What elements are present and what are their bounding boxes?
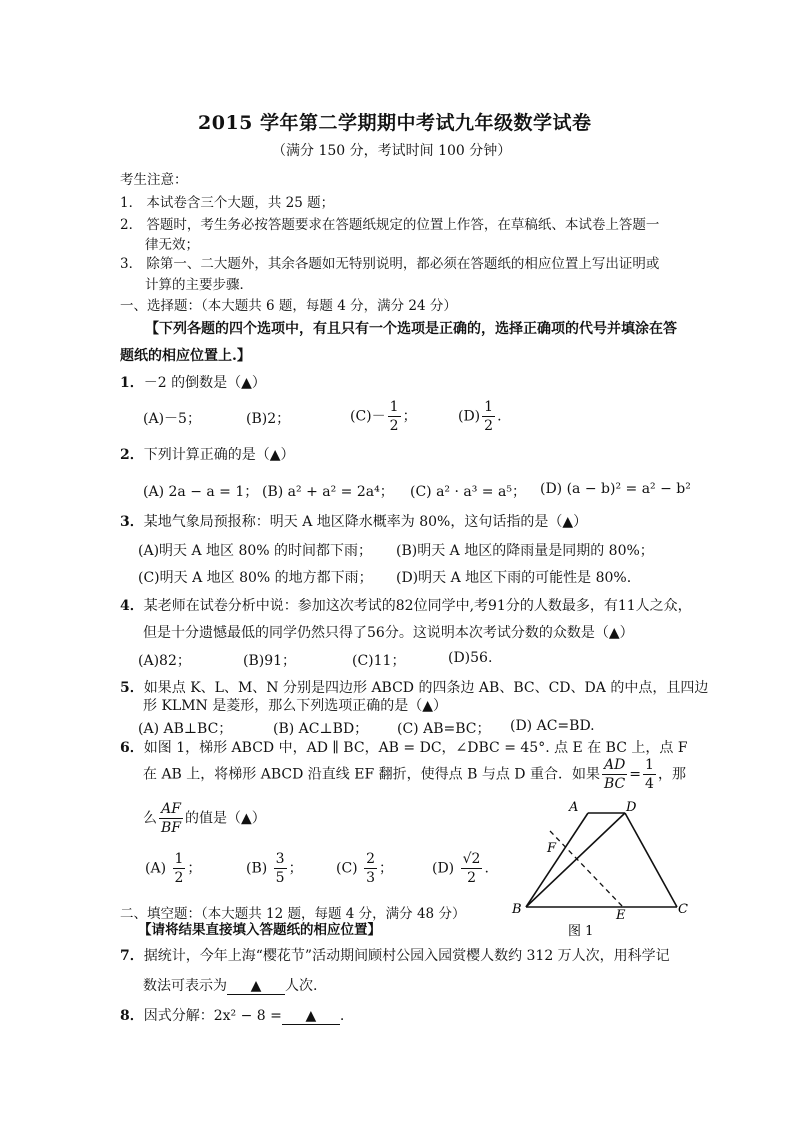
q6-d-end: . — [484, 860, 489, 877]
segment-dc — [625, 813, 677, 907]
notice-item-1: 1． 本试卷含三个大题，共 25 题； — [120, 195, 335, 211]
q6-line-1 — [120, 737, 688, 757]
label-d: D — [626, 800, 637, 815]
q6-c-fraction — [364, 850, 377, 887]
q3-option-c: (C)明天 A 地区 80% 的地方都下雨； — [138, 570, 373, 586]
q6-option-d — [432, 850, 489, 887]
label-a: A — [569, 800, 579, 815]
q6-equals: = — [629, 766, 642, 783]
q6-d-numerator: √2 — [462, 851, 481, 867]
q8-text: 因式分解：2x² − 8 = — [143, 1008, 282, 1024]
q6-c-sep: ； — [379, 860, 394, 877]
q3-stem — [120, 511, 587, 531]
page-title: 2015 学年第二学期期中考试九年级数学试卷 — [198, 112, 592, 134]
q6-b-prefix: (B) — [246, 860, 268, 877]
q6-text-1: 如图 1，梯形 ABCD 中，AD ∥ BC，AB = DC，∠DBC = 45°. 点 E 在 BC 上，点 F — [143, 740, 688, 756]
q7-line-2 — [143, 975, 317, 995]
q2-option-d: (D) (a − b)² = a² − b² — [540, 481, 691, 497]
q3-option-d: (D)明天 A 地区下雨的可能性是 80%. — [396, 570, 632, 586]
q5-option-c: (C) AB=BC； — [397, 721, 491, 737]
q6-value-fraction — [643, 756, 656, 793]
q6-b-denominator: 5 — [275, 870, 285, 886]
q6-c-numerator: 2 — [366, 851, 376, 867]
q2-option-b: (B) a² + a² = 2a⁴； — [262, 484, 394, 500]
q1-d-numerator: 1 — [484, 399, 494, 415]
q1-d-prefix: (D) — [458, 408, 481, 425]
q2-option-c: (C) a² · a³ = a⁵； — [410, 484, 526, 500]
q1-c-denominator: 2 — [389, 418, 399, 434]
q6-line2-tail: ，那 — [657, 766, 686, 783]
q5-line-2: 形 KLMN 是菱形，那么下列选项正确的是（▲） — [143, 698, 448, 714]
q6-ratio-numerator: AD — [603, 757, 626, 773]
q1-c-suffix: ； — [402, 408, 417, 425]
q1-option-b: (B)2； — [246, 411, 291, 427]
q7-answer-blank: ▲ — [227, 978, 285, 995]
section2-instruction: 【请将结果直接填入答题纸的相应位置】 — [138, 922, 381, 938]
q7-number: 7． — [120, 948, 144, 964]
q6-c-prefix: (C) — [336, 860, 358, 877]
q1-c-fraction — [388, 398, 401, 435]
q1-d-suffix: . — [497, 408, 502, 425]
q6-a-fraction — [173, 850, 186, 887]
q6-af-numerator: AF — [159, 800, 183, 819]
fold-line-ef — [550, 831, 623, 907]
q1-stem — [120, 372, 266, 392]
section2-heading: 二、填空题：（本大题共 12 题，每题 4 分，满分 48 分） — [120, 906, 466, 922]
q4-option-c: (C)11； — [352, 653, 406, 669]
label-c: C — [678, 902, 688, 917]
q3-option-a: (A)明天 A 地区 80% 的时间都下雨； — [138, 543, 373, 559]
q6-a-sep: ； — [187, 860, 202, 877]
q6-b-numerator: 3 — [275, 851, 285, 867]
page-subtitle: （满分 150 分，考试时间 100 分钟） — [272, 143, 512, 159]
q4-option-b: (B)91； — [243, 653, 297, 669]
q3-text: 某地气象局预报称：明天 A 地区降水概率为 80%，这句话指的是（▲） — [143, 514, 588, 530]
q5-option-a: (A) AB⊥BC； — [138, 721, 233, 737]
q7-text-2: 数法可表示为 — [143, 978, 227, 994]
section1-instruction-1: 【下列各题的四个选项中，有且只有一个选项是正确的，选择正确项的代号并填涂在答 — [145, 321, 677, 337]
q6-ratio-denominator: BC — [603, 776, 626, 792]
q6-a-denominator: 2 — [174, 870, 184, 886]
notice-item-2-cont: 律无效； — [145, 237, 199, 253]
q6-bf-denominator: BF — [161, 820, 182, 836]
q4-option-d: (D)56. — [448, 650, 493, 666]
q5-option-d: (D) AC=BD. — [510, 718, 595, 734]
q6-line-3 — [143, 800, 266, 837]
q6-a-numerator: 1 — [174, 851, 184, 867]
figure-caption: 图 1 — [568, 924, 594, 939]
q7-line-1 — [120, 945, 670, 965]
q1-d-fraction — [482, 398, 495, 435]
segment-bd — [526, 813, 625, 907]
q7-text-3: 人次. — [285, 978, 318, 994]
q6-value-denominator: 4 — [645, 776, 654, 792]
q8-number: 8． — [120, 1008, 144, 1024]
q6-line3-tail: 的值是（▲） — [185, 810, 266, 827]
q5-text-1: 如果点 K、L、M、N 分别是四边形 ABCD 的四条边 AB、BC、CD、DA 的中点，且四边 — [143, 680, 709, 696]
q6-d-prefix: (D) — [432, 860, 455, 877]
q6-option-c — [336, 850, 393, 887]
q6-b-fraction — [274, 850, 287, 887]
notice-item-3: 3． 除第一、二大题外，其余各题如无特别说明，都必须在答题纸的相应位置上写出证明或 — [120, 256, 660, 272]
q3-number: 3． — [120, 514, 144, 530]
q4-option-a: (A)82； — [138, 653, 191, 669]
q1-option-d — [458, 398, 502, 435]
notice-heading: 考生注意： — [120, 172, 188, 188]
q6-a-prefix: (A) — [145, 860, 167, 877]
q6-b-sep: ； — [288, 860, 303, 877]
q1-text: －2 的倒数是（▲） — [143, 375, 266, 391]
q4-number: 4． — [120, 598, 144, 614]
q4-text-1: 某老师在试卷分析中说：参加这次考试的82位同学中,考91分的人数最多，有11人之众， — [143, 598, 692, 614]
q6-d-fraction — [461, 850, 483, 887]
q4-line-1 — [120, 595, 692, 615]
q2-option-a: (A) 2a − a = 1； — [143, 484, 259, 500]
q1-c-prefix: (C)－ — [350, 408, 386, 425]
label-b: B — [512, 902, 522, 917]
q6-c-denominator: 3 — [366, 870, 376, 886]
section1-instruction-2: 题纸的相应位置上.】 — [120, 348, 251, 364]
q5-number: 5． — [120, 680, 144, 696]
q6-line2-text: 在 AB 上，将梯形 ABCD 沿直线 EF 翻折，使得点 B 与点 D 重合．如果 — [143, 766, 600, 783]
q5-line-1 — [120, 677, 708, 697]
q5-option-b: (B) AC⊥BD； — [273, 721, 369, 737]
section1-heading: 一、选择题：（本大题共 6 题，每题 4 分，满分 24 分） — [120, 298, 457, 314]
q1-number: 1． — [120, 375, 144, 391]
q6-d-denominator: 2 — [467, 870, 476, 886]
q4-line-2: 但是十分遗憾最低的同学仍然只得了56分。这说明本次考试分数的众数是（▲） — [143, 625, 634, 641]
q8-line — [120, 1005, 344, 1025]
q1-c-numerator: 1 — [389, 399, 399, 415]
q8-end: . — [339, 1008, 345, 1024]
q6-number: 6． — [120, 740, 144, 756]
q6-ratio-fraction — [602, 756, 627, 793]
q2-text: 下列计算正确的是（▲） — [143, 447, 295, 463]
q1-option-a: (A)－5； — [143, 411, 201, 427]
q6-value-numerator: 1 — [645, 757, 654, 773]
q1-option-c — [350, 398, 417, 435]
notice-item-3-cont: 计算的主要步骤． — [145, 277, 253, 293]
notice-item-2: 2． 答题时，考生务必按答题要求在答题纸规定的位置上作答，在草稿纸、本试卷上答题一 — [120, 217, 660, 233]
q6-option-b — [246, 850, 303, 887]
q6-option-a — [145, 850, 201, 887]
q2-number: 2． — [120, 447, 144, 463]
q7-text-1: 据统计，今年上海“樱花节”活动期间顾村公园入园赏樱人数约 312 万人次，用科学记 — [143, 948, 670, 964]
q6-line3-prefix: 么 — [143, 810, 157, 827]
q6-line-2 — [143, 756, 686, 793]
figure-1-trapezoid — [505, 795, 705, 940]
q6-af-bf-fraction — [159, 800, 183, 837]
label-e: E — [616, 908, 626, 923]
q8-answer-blank: ▲ — [282, 1008, 340, 1025]
label-f: F — [547, 841, 557, 856]
q2-stem — [120, 444, 295, 464]
q1-d-denominator: 2 — [484, 418, 494, 434]
q3-option-b: (B)明天 A 地区的降雨量是同期的 80%； — [396, 543, 654, 559]
